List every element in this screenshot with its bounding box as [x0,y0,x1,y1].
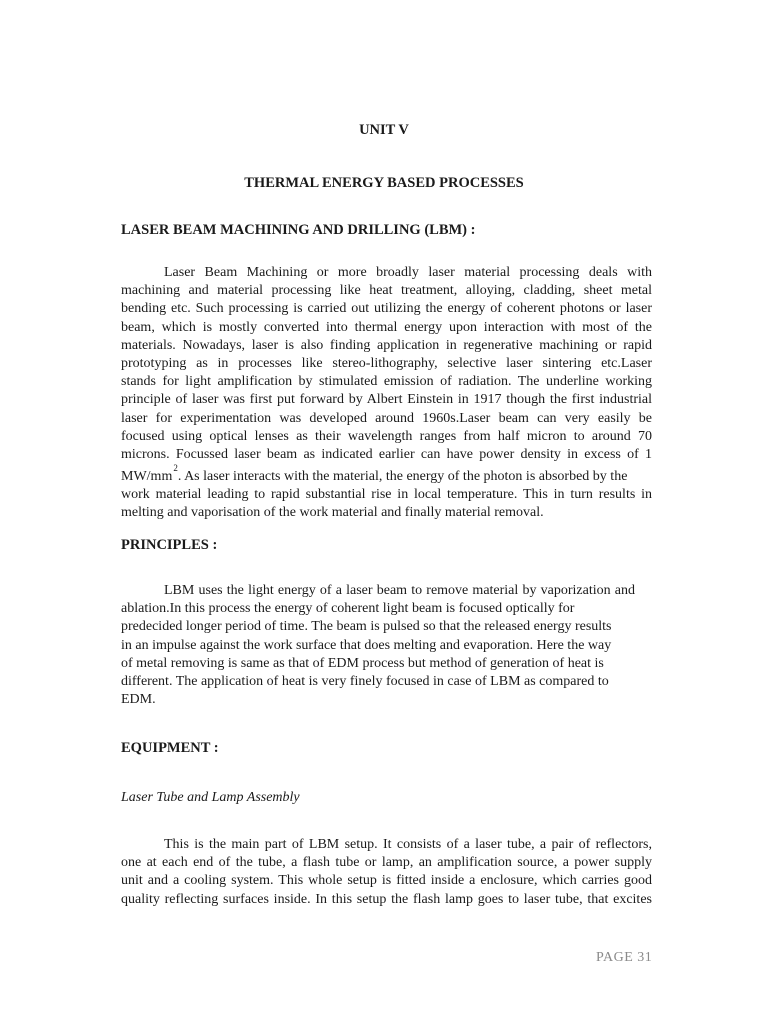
section-heading-equipment: EQUIPMENT : [121,740,219,756]
paragraph-line: principle of laser was first put forward by Albert Einstein in 1917 though the first industrial [121,392,652,408]
paragraph-equipment [121,836,652,909]
paragraph-line: ablation.In this process the energy of coherent light beam is focused optically for [121,601,575,617]
paragraph-line: bending etc. Such processing is carried out utilizing the energy of coherent photons or laser [121,301,652,317]
paragraph-line: Laser Beam Machining or more broadly laser material processing deals with [164,265,652,280]
paragraph-line: of metal removing is same as that of EDM process but method of generation of heat is [121,655,604,671]
section-heading-lbm: LASER BEAM MACHINING AND DRILLING (LBM) : [121,222,476,238]
paragraph-line: microns. Focussed laser beam as indicated earlier can have power density in excess of 1 [121,446,652,462]
paragraph-line: unit and a cooling system. This whole setup is fitted inside a enclosure, which carries good [121,873,652,889]
subsection-heading-laser-tube: Laser Tube and Lamp Assembly [121,790,300,805]
unit-exponent: 2 [173,464,178,474]
paragraph-line: materials. Nowadays, laser is also finding application in regenerative machining or rapid [121,337,652,353]
paragraph-line: prototyping as in processes like stereo-lithography, selective laser sintering etc.Laser [121,355,652,371]
paragraph-line: quality reflecting surfaces inside. In this setup the flash lamp goes to laser tube, that excites [121,891,652,907]
paragraph-line-with-unit [121,464,652,486]
paragraph-line: focused using optical lenses as their wavelength ranges from half micron to around 70 [121,428,652,444]
paragraph-line: melting and vaporisation of the work material and finally material removal. [121,505,544,521]
paragraph-line: stands for light amplification by stimulated emission of radiation. The underline working [121,374,652,390]
chapter-title: THERMAL ENERGY BASED PROCESSES [244,175,524,191]
paragraph-lbm [121,264,652,522]
paragraph-line: laser for experimentation was developed around 1960s.Laser beam can very easily be [121,410,652,426]
power-density-unit: MW/mm [121,469,173,485]
paragraph-line: predecided longer period of time. The beam is pulsed so that the released energy results [121,619,612,635]
page-number: PAGE 31 [596,950,653,965]
paragraph-line: beam, which is mostly converted into thermal energy upon interaction with most of the [121,319,652,335]
paragraph-line: machining and material processing like heat treatment, alloying, cladding, sheet metal [121,283,652,299]
unit-title: UNIT V [359,122,409,138]
paragraph-line: one at each end of the tube, a flash tube or lamp, an amplification source, a power supply [121,855,652,871]
paragraph-line: LBM uses the light energy of a laser beam to remove material by vaporization and [164,583,635,598]
paragraph-line: different. The application of heat is very finely focused in case of LBM as compared to [121,673,609,689]
paragraph-line-rest: . As laser interacts with the material, the energy of the photon is absorbed by the [177,469,628,485]
paragraph-line: This is the main part of LBM setup. It consists of a laser tube, a pair of reflectors, [164,837,652,852]
paragraph-principles [121,582,635,709]
paragraph-line: work material leading to rapid substantial rise in local temperature. This in turn results in [121,487,652,503]
paragraph-line: in an impulse against the work surface that does melting and evaporation. Here the way [121,637,612,653]
section-heading-principles: PRINCIPLES : [121,537,218,553]
paragraph-line: EDM. [121,692,156,708]
